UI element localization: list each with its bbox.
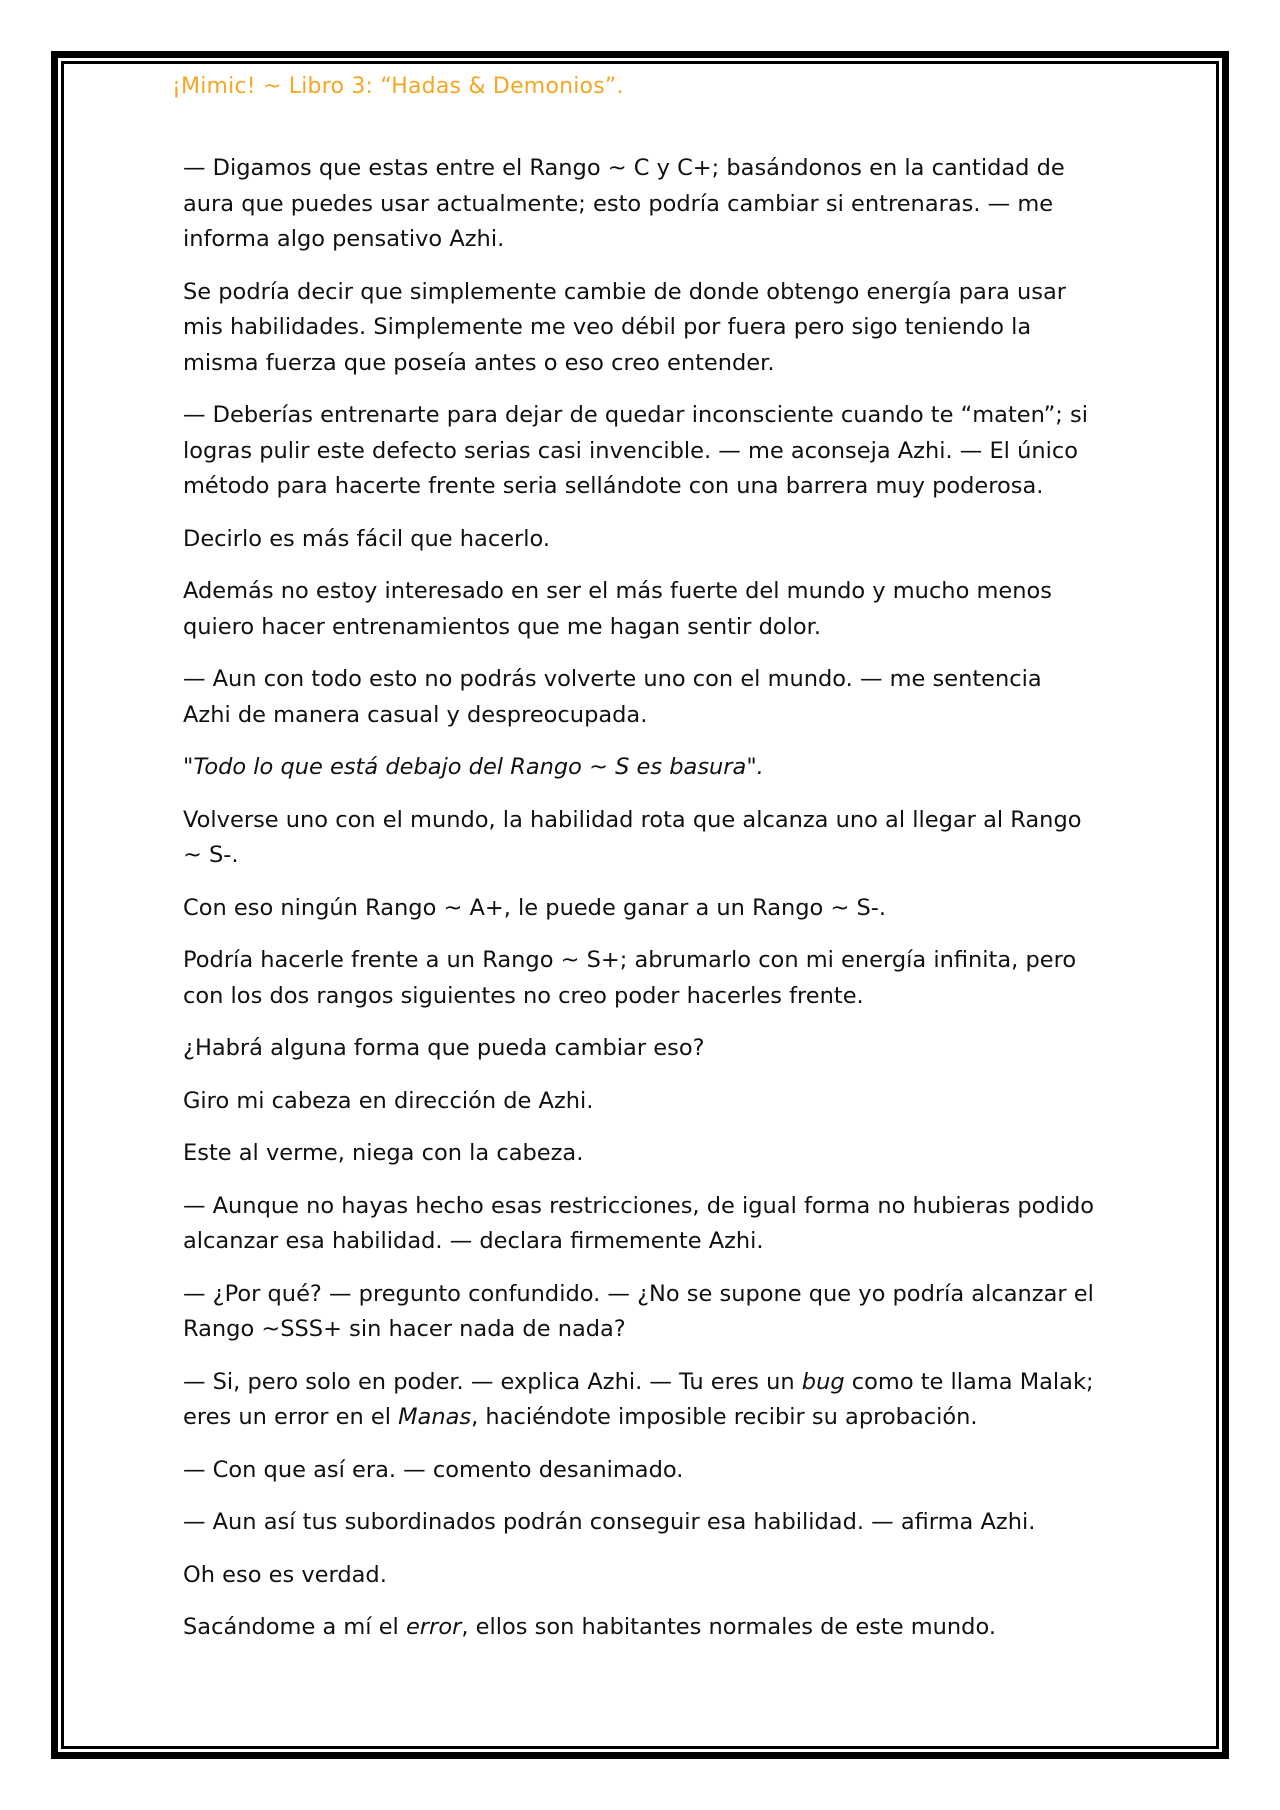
paragraph: Podría hacerle frente a un Rango ~ S+; abrumarlo con mi energía infinita, pero con los dos rangos siguientes no creo poder hacerles frente. xyxy=(183,947,1077,1009)
paragraph: Además no estoy interesado en ser el más fuerte del mundo y mucho menos quiero hacer entrenamientos que me hagan sentir dolor. xyxy=(183,578,1052,640)
text-segment: — Si, pero solo en poder. — explica Azhi. — Tu eres un xyxy=(183,1368,802,1395)
paragraph: Este al verme, niega con la cabeza. xyxy=(183,1140,584,1166)
paragraph xyxy=(183,1365,1095,1436)
paragraph: Con eso ningún Rango ~ A+, le puede ganar a un Rango ~ S-. xyxy=(183,894,887,921)
paragraph: — Con que así era. — comento desanimado. xyxy=(183,1456,684,1483)
text-segment-italic: bug xyxy=(801,1368,845,1395)
paragraph: Giro mi cabeza en dirección de Azhi. xyxy=(183,1087,594,1114)
running-header: ¡Mimic! ~ Libro 3: “Hadas & Demonios”. xyxy=(172,74,624,99)
paragraph: — Aunque no hayas hecho esas restricciones, de igual forma no hubieras podido alcanzar esa habilidad. — declara firmemente Azhi. xyxy=(183,1192,1094,1254)
paragraph: Se podría decir que simplemente cambie de donde obtengo energía para usar mis habilidades. Simplemente me veo débil por fuera pero sigo teniendo la misma fuerza que poseía antes o eso creo entender. xyxy=(183,278,1067,376)
paragraph-quote: "Todo lo que está debajo del Rango ~ S es basura". xyxy=(183,754,764,780)
paragraph: ¿Habrá alguna forma que pueda cambiar eso? xyxy=(183,1035,705,1061)
text-segment: como te llama Malak; eres un error en el xyxy=(183,1368,1094,1430)
paragraph: — ¿Por qué? — pregunto confundido. — ¿No se supone que yo podría alcanzar el Rango ~SSS+ sin hacer nada de nada? xyxy=(183,1280,1094,1342)
paragraph: Decirlo es más fácil que hacerlo. xyxy=(183,525,551,552)
text-segment: , haciéndote imposible recibir su aprobación. xyxy=(471,1404,978,1430)
paragraph: Oh eso es verdad. xyxy=(183,1561,387,1588)
page-body xyxy=(183,151,1095,1663)
paragraph: — Aun así tus subordinados podrán conseguir esa habilidad. — afirma Azhi. xyxy=(183,1509,1036,1535)
paragraph: — Digamos que estas entre el Rango ~ C y C+; basándonos en la cantidad de aura que puedes usar actualmente; esto podría cambiar si entrenaras. — me informa algo pensativo Azhi. xyxy=(183,155,1065,252)
paragraph: — Aun con todo esto no podrás volverte uno con el mundo. — me sentencia Azhi de manera casual y despreocupada. xyxy=(183,666,1042,728)
text-segment: Sacándome a mí el xyxy=(183,1614,406,1640)
text-segment-italic: Manas xyxy=(398,1404,472,1430)
text-segment-italic: error xyxy=(405,1614,462,1640)
paragraph xyxy=(183,1610,1095,1646)
text-segment: , ellos son habitantes normales de este mundo. xyxy=(461,1614,996,1640)
paragraph: Volverse uno con el mundo, la habilidad rota que alcanza uno al llegar al Rango ~ S-. xyxy=(183,806,1082,868)
paragraph: — Deberías entrenarte para dejar de quedar inconsciente cuando te “maten”; si logras pulir este defecto serias casi invencible. — me aconseja Azhi. — El único método para hacerte frente seria sellándote con una barrera muy poderosa. xyxy=(183,402,1088,499)
